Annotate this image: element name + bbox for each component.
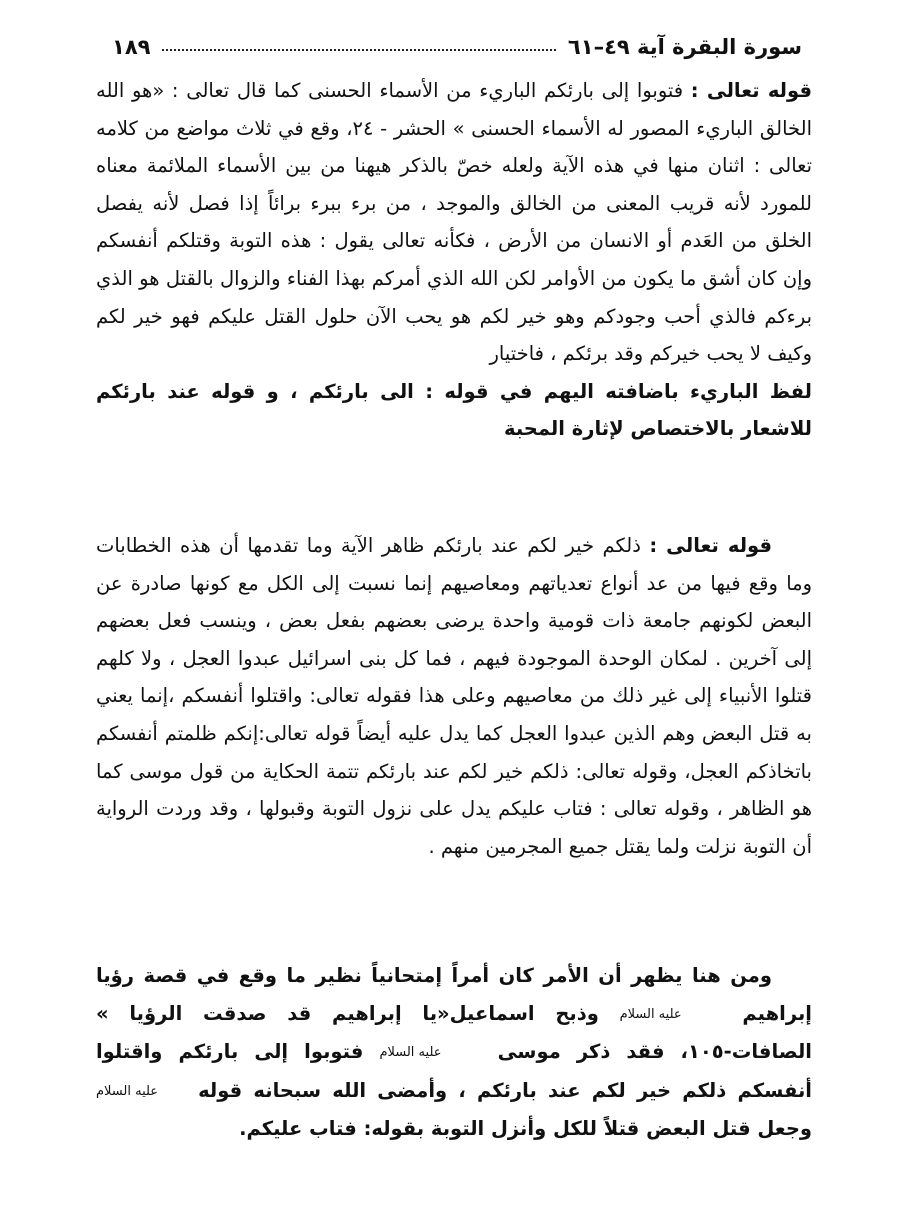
paragraph bbox=[96, 527, 812, 865]
paragraph-text: فتوبوا إلى بارئكم الباريء من الأسماء الحسنى كما قال تعالى : «هو الله الخالق الباريء المصور له الأسماء الحسنى » الحشر - ٢٤، وقع في ثلاث مواضع من كلامه تعالى : اثنان منها في هذه الآية ولعله خصّ بالذكر هيهنا من بين الأسماء الملائمة معناه للمورد لأنه قريب المعنى من الخالق والموجد ، من برء ببرء برائاً إذا فصل لأنه يفصل الخلق من العَدم أو الانسان من الأرض ، فكأنه تعالى يقول : هذه التوبة وقتلكم أنفسكم وإن كان أشق ما يكون من الأوامر لكن الله الذي أمركم بهذا الفناء والزوال بالقتل هو الذي برءكم فالذي أحب وجودكم وهو خير لكم هو يحب الآن حلول القتل عليكم فهو خير لكم وكيف لا يحب خيركم وقد برئكم ، فاختيار bbox=[96, 79, 813, 366]
paragraph-text: ومن هنا يظهر أن الأمر كان أمراً إمتحانياً نظير ما وقع في قصة رؤيا إبراهيم bbox=[96, 964, 812, 1025]
sura-title: سورة البقرة آية ٤٩–٦١ bbox=[567, 35, 802, 59]
paragraph bbox=[96, 72, 812, 373]
paragraph-text: ذلكم خير لكم عند بارئكم ظاهر الآية وما تقدمها أن هذه الخطابات وما وقع فيها من عد أنواع تعدياتهم ومعاصيهم إنما نسبت إلى الكل مع كونها صادرة عن البعض لكونهم جامعة ذات قومية واحدة يرضى بعضهم بفعل بعض ، وينسب فعل بعضهم إلى آخرين . لمكان الوحدة الموجودة فيهم ، فما كل بنى اسرائيل عبدوا العجل ، ولا كلهم قتلوا الأنبياء إلى غير ذلك من معاصيهم وعلى هذا فقوله تعالى: واقتلوا أنفسكم ،إنما يعني به قتل البعض وهم الذين عبدوا العجل كما يدل عليه أيضاً قوله تعالى:إنكم ظلمتم أنفسكم باتخاذكم العجل، وقوله تعالى: ذلكم خير لكم عند بارئكم تتمة الحكاية من قول موسى كما هو الظاهر ، وقوله تعالى : فتاب عليكم يدل على نزول التوبة وقبولها ، وقد وردت الرواية أن التوبة نزلت ولما يقتل جميع المجرمين منهم . bbox=[96, 534, 812, 858]
page-number: ١٨٩ bbox=[112, 35, 151, 59]
honorific-ornament: عليه السلام bbox=[96, 1083, 159, 1099]
commentary-block-1 bbox=[96, 72, 812, 448]
verse-lead: قوله تعالى : bbox=[690, 79, 812, 102]
paragraph-text: وجعل قتل البعض قتلاً للكل وأنزل التوبة بقوله: فتاب عليكم. bbox=[239, 1117, 812, 1141]
bold-conclusion: لفظ الباريء باضافته اليهم في قوله : الى بارئكم ، و قوله عند بارئكم للاشعار بالاختصاص لإثارة المحبة bbox=[96, 379, 812, 441]
honorific-ornament: عليه السلام bbox=[619, 1006, 682, 1022]
paragraph bbox=[96, 957, 812, 1148]
commentary-block-3 bbox=[96, 957, 812, 1148]
commentary-block-2 bbox=[96, 527, 812, 865]
paragraph-text: فتوبوا إلى بارئكم واقتلوا أنفسكم ذلكم خير لكم عند بارئكم ، وأمضى الله سبحانه قوله bbox=[96, 1040, 812, 1102]
paragraph-text: وذبح اسماعيل«يا إبراهيم قد صدقت الرؤيا » الصافات-١٠٥، فقد ذكر موسى bbox=[96, 1001, 812, 1064]
page-header bbox=[112, 30, 802, 64]
honorific-ornament: عليه السلام bbox=[379, 1045, 442, 1061]
verse-lead: قوله تعالى : bbox=[649, 534, 773, 557]
header-rule bbox=[162, 49, 555, 51]
